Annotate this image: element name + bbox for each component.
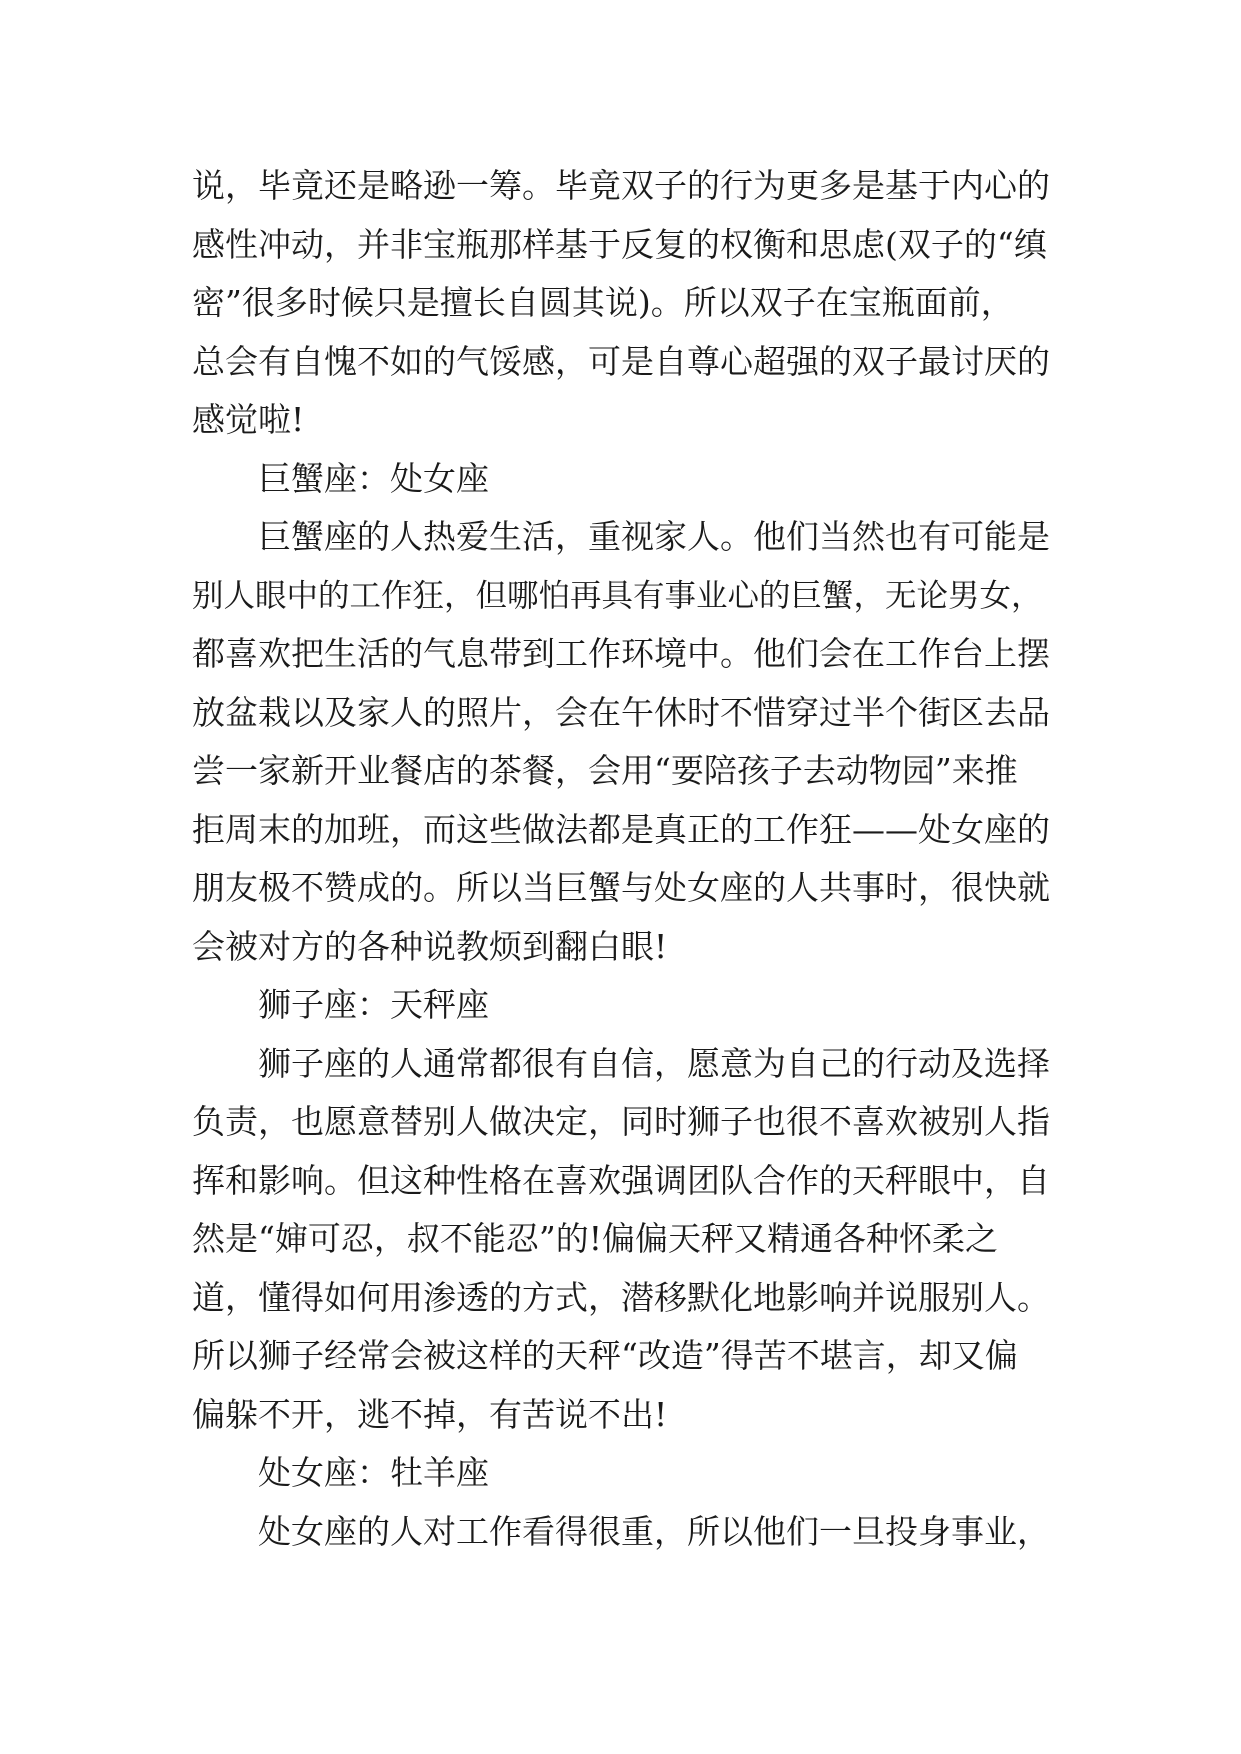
text-line: 别人眼中的工作狂，但哪怕再具有事业心的巨蟹，无论男女，	[192, 577, 1043, 614]
text-line: 放盆栽以及家人的照片，会在午休时不惜穿过半个街区去品	[192, 692, 1050, 732]
text-line: 拒周末的加班，而这些做法都是真正的工作狂——处女座的	[192, 809, 1050, 849]
paragraph-first-line: 狮子座的人通常都很有自信，愿意为自己的行动及选择	[258, 1043, 1050, 1083]
text-line: 朋友极不赞成的。所以当巨蟹与处女座的人共事时，很快就	[192, 868, 1050, 907]
text-line: 感性冲动，并非宝瓶那样基于反复的权衡和思虑(双子的“缜	[192, 224, 1047, 264]
section-heading: 巨蟹座：处女座	[258, 458, 489, 498]
text-line: 密”很多时候只是擅长自圆其说)。所以双子在宝瓶面前，	[192, 283, 1014, 322]
text-line: 尝一家新开业餐店的茶餐，会用“要陪孩子去动物园”来推	[192, 751, 1018, 790]
text-line: 所以狮子经常会被这样的天秤“改造”得苦不堪言，却又偏	[192, 1336, 1018, 1375]
text-line: 总会有自愧不如的气馁感，可是自尊心超强的双子最讨厌的	[192, 341, 1050, 381]
text-line: 感觉啦!	[192, 400, 305, 439]
text-line: 道，懂得如何用渗透的方式，潜移默化地影响并说服别人。	[192, 1277, 1050, 1317]
body-text	[192, 157, 1052, 1561]
paragraph-first-line: 巨蟹座的人热爱生活，重视家人。他们当然也有可能是	[258, 517, 1050, 556]
section-heading: 处女座：牡羊座	[258, 1453, 489, 1492]
text-line: 说，毕竟还是略逊一筹。毕竟双子的行为更多是基于内心的	[192, 166, 1050, 205]
text-line: 挥和影响。但这种性格在喜欢强调团队合作的天秤眼中，自	[192, 1160, 1050, 1200]
text-line: 然是“婶可忍，叔不能忍”的!偏偏天秤又精通各种怀柔之	[192, 1219, 999, 1258]
text-line: 负责，也愿意替别人做决定，同时狮子也很不喜欢被别人指	[192, 1102, 1050, 1141]
text-line: 都喜欢把生活的气息带到工作环境中。他们会在工作台上摆	[192, 634, 1050, 673]
text-line: 偏躲不开，逃不掉，有苦说不出!	[192, 1394, 668, 1434]
paragraph-first-line: 处女座的人对工作看得很重，所以他们一旦投身事业，	[258, 1511, 1050, 1551]
section-heading: 狮子座：天秤座	[258, 985, 489, 1024]
text-line: 会被对方的各种说教烦到翻白眼!	[192, 926, 668, 966]
